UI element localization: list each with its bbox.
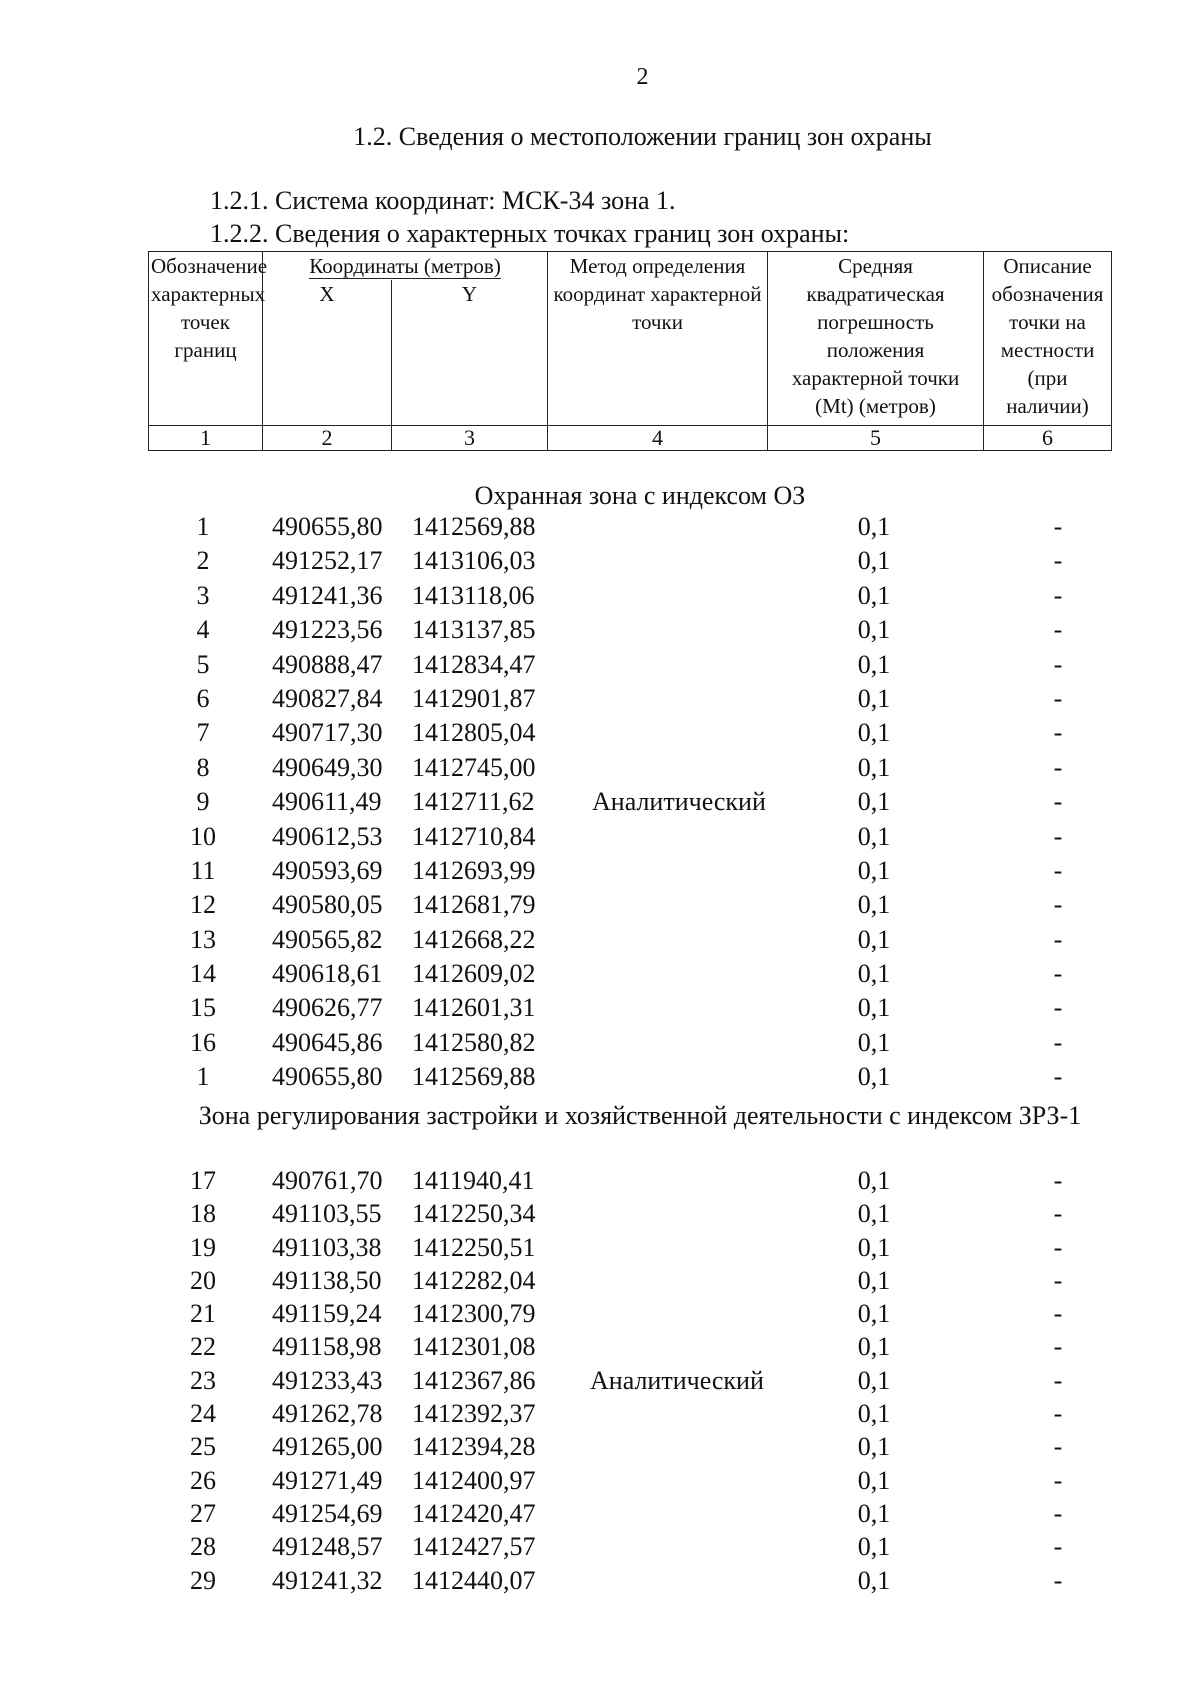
error-value: 0,1 bbox=[857, 993, 891, 1023]
coord-x: 491271,49 bbox=[272, 1465, 383, 1495]
point-number: 9 bbox=[196, 787, 210, 817]
table-row bbox=[0, 1199, 1200, 1232]
header-num: 2 bbox=[263, 426, 392, 451]
point-number: 18 bbox=[190, 1199, 216, 1229]
point-description: - bbox=[1053, 512, 1063, 541]
coord-x: 491103,55 bbox=[272, 1199, 382, 1229]
point-number: 10 bbox=[190, 821, 216, 851]
coord-x: 491262,78 bbox=[272, 1399, 383, 1429]
coord-y: 1412745,00 bbox=[412, 752, 536, 782]
coord-y: 1411940,41 bbox=[412, 1166, 535, 1195]
table-row bbox=[0, 1166, 1200, 1199]
point-description: - bbox=[1053, 1365, 1063, 1395]
coord-y: 1412392,37 bbox=[412, 1399, 536, 1429]
coord-y: 1412580,82 bbox=[412, 1027, 536, 1057]
points-info-line: 1.2.2. Сведения о характерных точках границ зон охраны: bbox=[210, 219, 850, 248]
header-num: 1 bbox=[149, 426, 263, 451]
point-number: 1 bbox=[196, 1062, 210, 1092]
table-row bbox=[0, 1332, 1200, 1365]
coord-y: 1412693,99 bbox=[412, 855, 536, 885]
error-value: 0,1 bbox=[857, 1332, 891, 1362]
header-y: Y bbox=[392, 280, 548, 426]
error-value: 0,1 bbox=[857, 821, 891, 851]
point-number: 3 bbox=[196, 580, 210, 610]
error-value: 0,1 bbox=[857, 855, 891, 885]
table-row bbox=[0, 1233, 1200, 1266]
header-error: Средняя квадратическая погрешность положения характерной точки (Mt) (метров) bbox=[768, 252, 984, 426]
coord-y: 1412400,97 bbox=[412, 1465, 536, 1495]
point-description: - bbox=[1053, 615, 1063, 645]
coord-x: 490888,47 bbox=[272, 649, 383, 679]
point-description: - bbox=[1053, 718, 1063, 748]
error-value: 0,1 bbox=[857, 1498, 891, 1528]
point-number: 2 bbox=[196, 546, 210, 576]
header-point-designation: Обозначение характерных точек границ bbox=[149, 252, 263, 426]
error-value: 0,1 bbox=[857, 959, 891, 989]
coord-x: 491103,38 bbox=[272, 1232, 382, 1262]
zone-title-zrz1: Зона регулирования застройки и хозяйственной деятельности с индексом ЗРЗ-1 bbox=[198, 1101, 1082, 1130]
table-row bbox=[0, 650, 1200, 684]
coord-y: 1412609,02 bbox=[412, 959, 536, 989]
point-number: 23 bbox=[190, 1365, 216, 1395]
error-value: 0,1 bbox=[857, 512, 891, 541]
coord-y: 1412834,47 bbox=[412, 649, 536, 679]
error-value: 0,1 bbox=[857, 1265, 891, 1295]
point-number: 22 bbox=[190, 1332, 216, 1362]
coord-x: 491254,69 bbox=[272, 1498, 383, 1528]
zone-title-oz: Охранная зона с индексом ОЗ bbox=[474, 481, 806, 510]
coord-x: 490565,82 bbox=[272, 924, 383, 954]
coord-x: 490626,77 bbox=[272, 993, 383, 1023]
table-row bbox=[0, 822, 1200, 856]
coord-x: 490593,69 bbox=[272, 855, 383, 885]
header-column-numbers bbox=[149, 426, 1112, 451]
point-number: 14 bbox=[190, 959, 216, 989]
coord-y: 1412301,08 bbox=[412, 1332, 536, 1362]
zone-oz-method: Аналитический bbox=[592, 787, 766, 816]
coord-y: 1412569,88 bbox=[412, 1062, 536, 1092]
error-value: 0,1 bbox=[857, 1166, 891, 1195]
point-number: 26 bbox=[190, 1465, 216, 1495]
error-value: 0,1 bbox=[857, 718, 891, 748]
point-description: - bbox=[1053, 683, 1063, 713]
coord-y: 1412282,04 bbox=[412, 1265, 536, 1295]
table-row bbox=[0, 1266, 1200, 1299]
error-value: 0,1 bbox=[857, 1199, 891, 1229]
coord-x: 491158,98 bbox=[272, 1332, 382, 1362]
coord-x: 490717,30 bbox=[272, 718, 383, 748]
point-description: - bbox=[1053, 924, 1063, 954]
coord-y: 1412681,79 bbox=[412, 890, 536, 920]
point-description: - bbox=[1053, 752, 1063, 782]
point-number: 4 bbox=[196, 615, 210, 645]
point-description: - bbox=[1053, 1166, 1063, 1195]
point-description: - bbox=[1053, 1332, 1063, 1362]
section-title: 1.2. Сведения о местоположении границ зон охраны bbox=[353, 122, 932, 151]
point-description: - bbox=[1053, 1432, 1063, 1462]
point-number: 19 bbox=[190, 1232, 216, 1262]
point-number: 15 bbox=[190, 993, 216, 1023]
point-description: - bbox=[1053, 1062, 1063, 1092]
table-row bbox=[0, 1062, 1200, 1096]
error-value: 0,1 bbox=[857, 649, 891, 679]
point-description: - bbox=[1053, 1399, 1063, 1429]
point-number: 1 bbox=[196, 512, 210, 541]
point-number: 24 bbox=[190, 1399, 216, 1429]
coord-x: 490761,70 bbox=[272, 1166, 383, 1195]
coord-x: 490612,53 bbox=[272, 821, 383, 851]
coord-y: 1412420,47 bbox=[412, 1498, 536, 1528]
table-row bbox=[0, 1432, 1200, 1465]
table-row bbox=[0, 615, 1200, 649]
coord-y: 1413137,85 bbox=[412, 615, 536, 645]
header-method: Метод определения координат характерной точки bbox=[548, 252, 768, 426]
table-row bbox=[0, 753, 1200, 787]
coord-x: 491223,56 bbox=[272, 615, 383, 645]
table-row bbox=[0, 1299, 1200, 1332]
point-number: 25 bbox=[190, 1432, 216, 1462]
coord-y: 1412805,04 bbox=[412, 718, 536, 748]
point-number: 7 bbox=[196, 718, 210, 748]
coord-x: 490645,86 bbox=[272, 1027, 383, 1057]
page-number: 2 bbox=[636, 64, 649, 90]
point-description: - bbox=[1053, 959, 1063, 989]
error-value: 0,1 bbox=[857, 1399, 891, 1429]
table-row bbox=[0, 1566, 1200, 1599]
error-value: 0,1 bbox=[857, 1027, 891, 1057]
point-number: 16 bbox=[190, 1027, 216, 1057]
coord-y: 1412440,07 bbox=[412, 1565, 536, 1595]
coord-y: 1412601,31 bbox=[412, 993, 536, 1023]
error-value: 0,1 bbox=[857, 1532, 891, 1562]
error-value: 0,1 bbox=[857, 683, 891, 713]
table-row bbox=[0, 856, 1200, 890]
table-header bbox=[148, 251, 1112, 451]
point-description: - bbox=[1053, 1299, 1063, 1329]
coord-x: 491241,32 bbox=[272, 1565, 383, 1595]
point-description: - bbox=[1053, 1027, 1063, 1057]
point-description: - bbox=[1053, 649, 1063, 679]
point-number: 20 bbox=[190, 1265, 216, 1295]
header-description: Описание обозначения точки на местности (при наличии) bbox=[984, 252, 1112, 426]
point-description: - bbox=[1053, 855, 1063, 885]
coord-x: 491138,50 bbox=[272, 1265, 382, 1295]
point-description: - bbox=[1053, 993, 1063, 1023]
coord-x: 491241,36 bbox=[272, 580, 383, 610]
point-description: - bbox=[1053, 546, 1063, 576]
coord-y: 1412427,57 bbox=[412, 1532, 536, 1562]
point-number: 11 bbox=[190, 855, 216, 885]
point-description: - bbox=[1053, 1232, 1063, 1262]
point-description: - bbox=[1053, 1199, 1063, 1229]
table-row bbox=[0, 1399, 1200, 1432]
point-number: 13 bbox=[190, 924, 216, 954]
coord-y: 1412250,34 bbox=[412, 1199, 536, 1229]
error-value: 0,1 bbox=[857, 615, 891, 645]
error-value: 0,1 bbox=[857, 1299, 891, 1329]
error-value: 0,1 bbox=[857, 787, 891, 817]
coord-y: 1412711,62 bbox=[412, 787, 535, 817]
point-number: 21 bbox=[190, 1299, 216, 1329]
coord-x: 491233,43 bbox=[272, 1365, 383, 1395]
coord-y: 1412901,87 bbox=[412, 683, 536, 713]
coord-y: 1412394,28 bbox=[412, 1432, 536, 1462]
coord-x: 491252,17 bbox=[272, 546, 383, 576]
coord-x: 490618,61 bbox=[272, 959, 383, 989]
error-value: 0,1 bbox=[857, 1062, 891, 1092]
coord-x: 490580,05 bbox=[272, 890, 383, 920]
point-number: 29 bbox=[190, 1565, 216, 1595]
header-coordinates: Координаты (метров) bbox=[263, 252, 548, 281]
zone-zrz1-method: Аналитический bbox=[590, 1366, 764, 1395]
table-row bbox=[0, 684, 1200, 718]
table-row bbox=[0, 1499, 1200, 1532]
coord-x: 490611,49 bbox=[272, 787, 382, 817]
error-value: 0,1 bbox=[857, 924, 891, 954]
coord-x: 490827,84 bbox=[272, 683, 383, 713]
point-description: - bbox=[1053, 1465, 1063, 1495]
coord-y: 1413106,03 bbox=[412, 546, 536, 576]
point-description: - bbox=[1053, 1565, 1063, 1595]
error-value: 0,1 bbox=[857, 752, 891, 782]
table-row bbox=[0, 546, 1200, 580]
table-row bbox=[0, 890, 1200, 924]
point-description: - bbox=[1053, 1532, 1063, 1562]
coord-y: 1412367,86 bbox=[412, 1365, 536, 1395]
point-number: 17 bbox=[190, 1166, 216, 1195]
coord-x: 491265,00 bbox=[272, 1432, 383, 1462]
point-number: 8 bbox=[196, 752, 210, 782]
table-row bbox=[0, 512, 1200, 546]
coord-y: 1412668,22 bbox=[412, 924, 536, 954]
coord-y: 1412300,79 bbox=[412, 1299, 536, 1329]
header-num: 5 bbox=[768, 426, 984, 451]
table-row bbox=[0, 959, 1200, 993]
coordinate-system-line: 1.2.1. Система координат: МСК-34 зона 1. bbox=[210, 186, 676, 215]
table-row bbox=[0, 1532, 1200, 1565]
point-description: - bbox=[1053, 580, 1063, 610]
coord-y: 1412250,51 bbox=[412, 1232, 536, 1262]
header-num: 3 bbox=[392, 426, 548, 451]
point-number: 27 bbox=[190, 1498, 216, 1528]
coord-y: 1412569,88 bbox=[412, 512, 536, 541]
error-value: 0,1 bbox=[857, 546, 891, 576]
error-value: 0,1 bbox=[857, 890, 891, 920]
point-number: 5 bbox=[196, 649, 210, 679]
coord-y: 1413118,06 bbox=[412, 580, 535, 610]
point-description: - bbox=[1053, 821, 1063, 851]
table-row bbox=[0, 581, 1200, 615]
coord-x: 490655,80 bbox=[272, 1062, 383, 1092]
coord-y: 1412710,84 bbox=[412, 821, 536, 851]
point-description: - bbox=[1053, 787, 1063, 817]
table-row bbox=[0, 718, 1200, 752]
table-row bbox=[0, 1466, 1200, 1499]
point-number: 6 bbox=[196, 683, 210, 713]
coord-x: 490655,80 bbox=[272, 512, 383, 541]
point-description: - bbox=[1053, 1265, 1063, 1295]
header-x: X bbox=[263, 280, 392, 426]
table-row bbox=[0, 1028, 1200, 1062]
header-num: 6 bbox=[984, 426, 1112, 451]
error-value: 0,1 bbox=[857, 580, 891, 610]
point-number: 28 bbox=[190, 1532, 216, 1562]
coord-x: 491159,24 bbox=[272, 1299, 382, 1329]
point-description: - bbox=[1053, 1498, 1063, 1528]
coord-x: 490649,30 bbox=[272, 752, 383, 782]
point-description: - bbox=[1053, 890, 1063, 920]
table-row bbox=[0, 993, 1200, 1027]
error-value: 0,1 bbox=[857, 1432, 891, 1462]
error-value: 0,1 bbox=[857, 1465, 891, 1495]
error-value: 0,1 bbox=[857, 1365, 891, 1395]
coord-x: 491248,57 bbox=[272, 1532, 383, 1562]
table-row bbox=[0, 925, 1200, 959]
point-number: 12 bbox=[190, 890, 216, 920]
error-value: 0,1 bbox=[857, 1565, 891, 1595]
header-num: 4 bbox=[548, 426, 768, 451]
error-value: 0,1 bbox=[857, 1232, 891, 1262]
